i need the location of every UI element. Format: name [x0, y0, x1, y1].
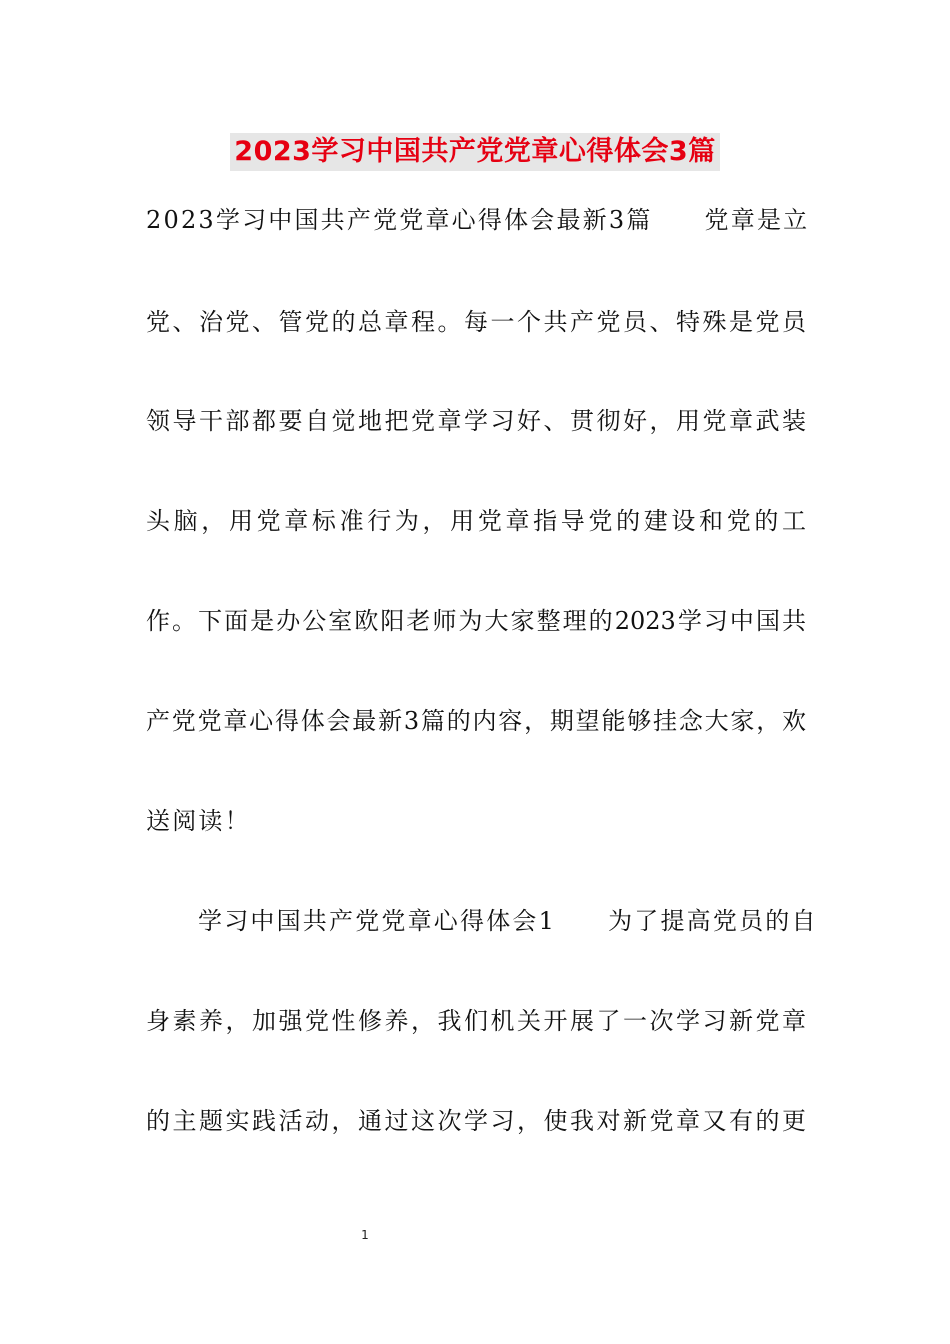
title-container — [0, 133, 950, 171]
paragraph-line: 领导干部都要自觉地把党章学习好、贯彻好，用党章武装 — [146, 407, 806, 435]
paragraph-line: 身素养，加强党性修养，我们机关开展了一次学习新党章 — [146, 1007, 806, 1035]
line-text: 党章是立 — [704, 206, 810, 234]
document-title: 2023学习中国共产党党章心得体会3篇 — [230, 133, 719, 171]
paragraph-line — [198, 906, 818, 936]
paragraph-line: 党、治党、管党的总章程。每一个共产党员、特殊是党员 — [146, 308, 806, 336]
paragraph-line — [146, 205, 810, 235]
line-text: 2023学习中国共产党党章心得体会最新3篇 — [146, 206, 653, 234]
page-number: 1 — [361, 1228, 369, 1242]
paragraph-line: 的主题实践活动，通过这次学习，使我对新党章又有的更 — [146, 1107, 806, 1135]
line-text: 为了提高党员的自 — [608, 907, 818, 935]
paragraph-line: 作。下面是办公室欧阳老师为大家整理的2023学习中国共 — [146, 607, 806, 635]
paragraph-line: 产党党章心得体会最新3篇的内容，期望能够挂念大家，欢 — [146, 707, 806, 735]
section-heading: 学习中国共产党党章心得体会1 — [198, 907, 557, 935]
paragraph-line: 头脑，用党章标准行为，用党章指导党的建设和党的工 — [146, 507, 806, 535]
paragraph-line: 送阅读！ — [146, 807, 251, 835]
